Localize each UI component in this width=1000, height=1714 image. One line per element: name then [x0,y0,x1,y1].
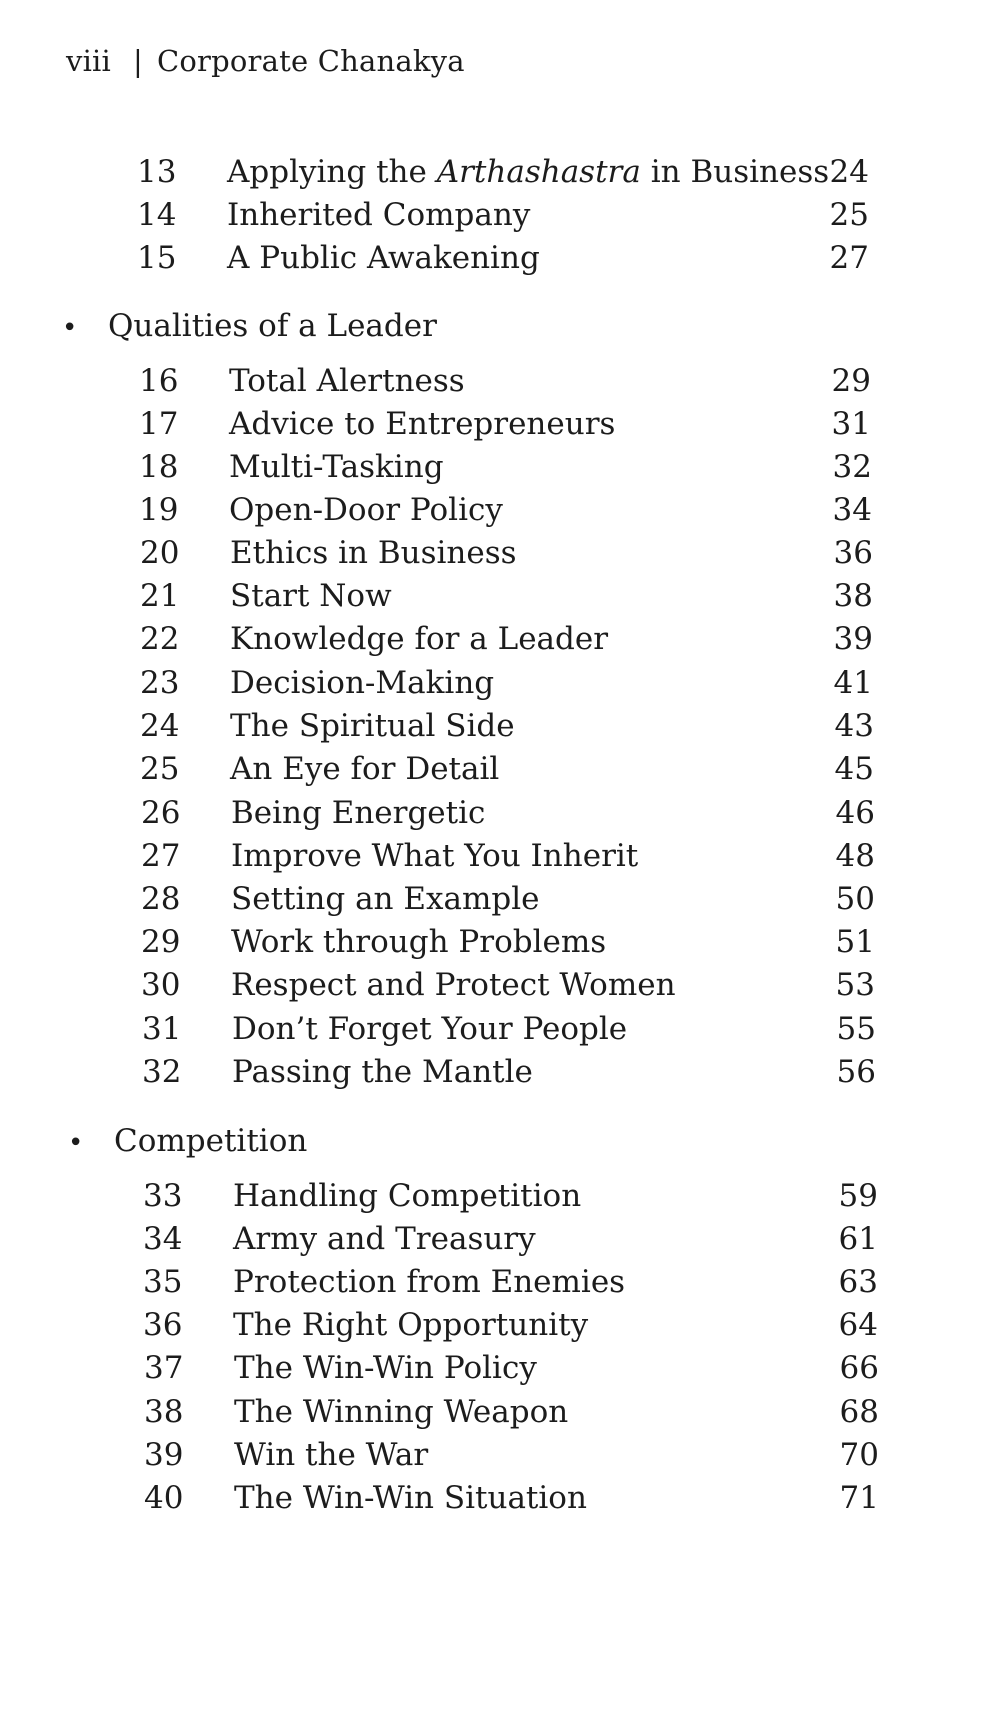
chapter-title: Open-Door Policy [229,492,503,528]
chapter-number: 27 [141,838,181,874]
chapter-number: 34 [143,1221,183,1257]
chapter-page: 25 [829,197,869,233]
page-number-roman: viii [66,44,112,78]
chapter-number: 20 [140,535,180,571]
chapter-page: 38 [833,578,873,614]
chapter-page: 64 [838,1307,878,1343]
chapter-number: 21 [140,578,180,614]
chapter-title: The Winning Weapon [234,1394,569,1430]
chapter-title: Decision-Making [230,665,495,701]
chapter-title: Passing the Mantle [232,1054,533,1090]
chapter-page: 36 [833,535,873,571]
chapter-page: 68 [839,1394,879,1430]
chapter-number: 39 [144,1437,184,1473]
chapter-title: The Win-Win Policy [234,1350,537,1386]
chapter-title: Being Energetic [231,795,486,831]
toc-entry[interactable] [141,838,941,878]
section-heading-competition [68,1123,307,1159]
chapter-title: Don’t Forget Your People [232,1011,628,1047]
toc-entry[interactable] [144,1394,944,1434]
chapter-title: Start Now [230,578,392,614]
chapter-page: 53 [835,967,875,1003]
chapter-number: 22 [140,621,180,657]
chapter-number: 23 [140,665,180,701]
chapter-number: 36 [143,1307,183,1343]
toc-entry[interactable] [143,1221,943,1261]
chapter-title: Total Alertness [229,363,465,399]
header-separator: | [133,44,143,78]
toc-entry[interactable] [141,924,941,964]
chapter-number: 24 [140,708,180,744]
chapter-page: 48 [835,838,875,874]
chapter-title: The Spiritual Side [230,708,515,744]
toc-entry[interactable] [141,881,941,921]
section-heading-qualities [62,308,437,344]
chapter-title: Ethics in Business [230,535,517,571]
chapter-number: 25 [140,751,180,787]
chapter-page: 29 [831,363,871,399]
chapter-title: Advice to Entrepreneurs [229,406,616,442]
chapter-number: 29 [141,924,181,960]
chapter-number: 35 [143,1264,183,1300]
chapter-title: Applying the Arthashastra in Business [227,154,830,190]
chapter-page: 46 [835,795,875,831]
bullet: • [62,313,78,343]
chapter-title: The Right Opportunity [233,1307,589,1343]
toc-entry[interactable] [144,1480,944,1520]
toc-entry[interactable] [143,1178,943,1218]
chapter-page: 63 [838,1264,878,1300]
toc-entry[interactable] [143,1307,943,1347]
chapter-number: 31 [142,1011,182,1047]
chapter-page: 34 [832,492,872,528]
chapter-number: 40 [144,1480,184,1516]
toc-entry[interactable] [140,621,940,661]
chapter-page: 56 [836,1054,876,1090]
chapter-page: 70 [839,1437,879,1473]
chapter-title: A Public Awakening [227,240,540,276]
chapter-title: Army and Treasury [233,1221,536,1257]
toc-entry[interactable] [141,967,941,1007]
chapter-title: An Eye for Detail [230,751,500,787]
chapter-title: Inherited Company [227,197,531,233]
chapter-title: Improve What You Inherit [231,838,639,874]
section-title: Qualities of a Leader [108,308,437,344]
running-head [66,44,465,78]
chapter-number: 15 [137,240,177,276]
chapter-title: Multi-Tasking [229,449,444,485]
chapter-page: 55 [836,1011,876,1047]
chapter-title: Handling Competition [233,1178,582,1214]
chapter-title: Respect and Protect Women [231,967,676,1003]
toc-entry[interactable] [139,406,939,446]
book-title: Corporate Chanakya [157,44,465,78]
chapter-page: 45 [834,751,874,787]
chapter-page: 24 [829,154,869,190]
toc-entry[interactable] [140,578,940,618]
chapter-page: 27 [829,240,869,276]
toc-entry[interactable] [140,535,940,575]
chapter-number: 14 [137,197,177,233]
toc-entry[interactable] [137,154,937,194]
chapter-title: Knowledge for a Leader [230,621,609,657]
chapter-page: 32 [832,449,872,485]
toc-entry[interactable] [143,1264,943,1304]
toc-entry[interactable] [144,1437,944,1477]
toc-entry[interactable] [137,197,937,237]
chapter-number: 26 [141,795,181,831]
chapter-page: 39 [833,621,873,657]
italic-title-part: Arthashastra [436,154,641,190]
chapter-page: 51 [835,924,875,960]
toc-entry[interactable] [140,665,940,705]
chapter-number: 17 [139,406,179,442]
chapter-title: Protection from Enemies [233,1264,626,1300]
bullet: • [68,1128,84,1158]
chapter-page: 41 [833,665,873,701]
chapter-page: 61 [838,1221,878,1257]
toc-entry[interactable] [139,492,939,532]
toc-entry[interactable] [140,708,940,748]
chapter-page: 50 [835,881,875,917]
chapter-title: The Win-Win Situation [234,1480,587,1516]
chapter-page: 59 [838,1178,878,1214]
toc-entry[interactable] [139,449,939,489]
toc-entry[interactable] [141,795,941,835]
chapter-number: 33 [143,1178,183,1214]
chapter-number: 32 [142,1054,182,1090]
chapter-page: 43 [834,708,874,744]
toc-entry[interactable] [144,1350,944,1390]
chapter-page: 31 [831,406,871,442]
toc-entry[interactable] [142,1011,942,1051]
chapter-page: 66 [839,1350,879,1386]
toc-entry[interactable] [139,363,939,403]
chapter-number: 19 [139,492,179,528]
chapter-title: Work through Problems [231,924,607,960]
toc-entry[interactable] [137,240,937,280]
chapter-number: 30 [141,967,181,1003]
chapter-title: Setting an Example [231,881,540,917]
chapter-number: 16 [139,363,179,399]
chapter-number: 38 [144,1394,184,1430]
chapter-number: 37 [144,1350,184,1386]
toc-entry[interactable] [142,1054,942,1094]
section-title: Competition [114,1123,308,1159]
chapter-number: 28 [141,881,181,917]
toc-entry[interactable] [140,751,940,791]
chapter-page: 71 [839,1480,879,1516]
chapter-title: Win the War [234,1437,429,1473]
chapter-number: 13 [137,154,177,190]
chapter-number: 18 [139,449,179,485]
